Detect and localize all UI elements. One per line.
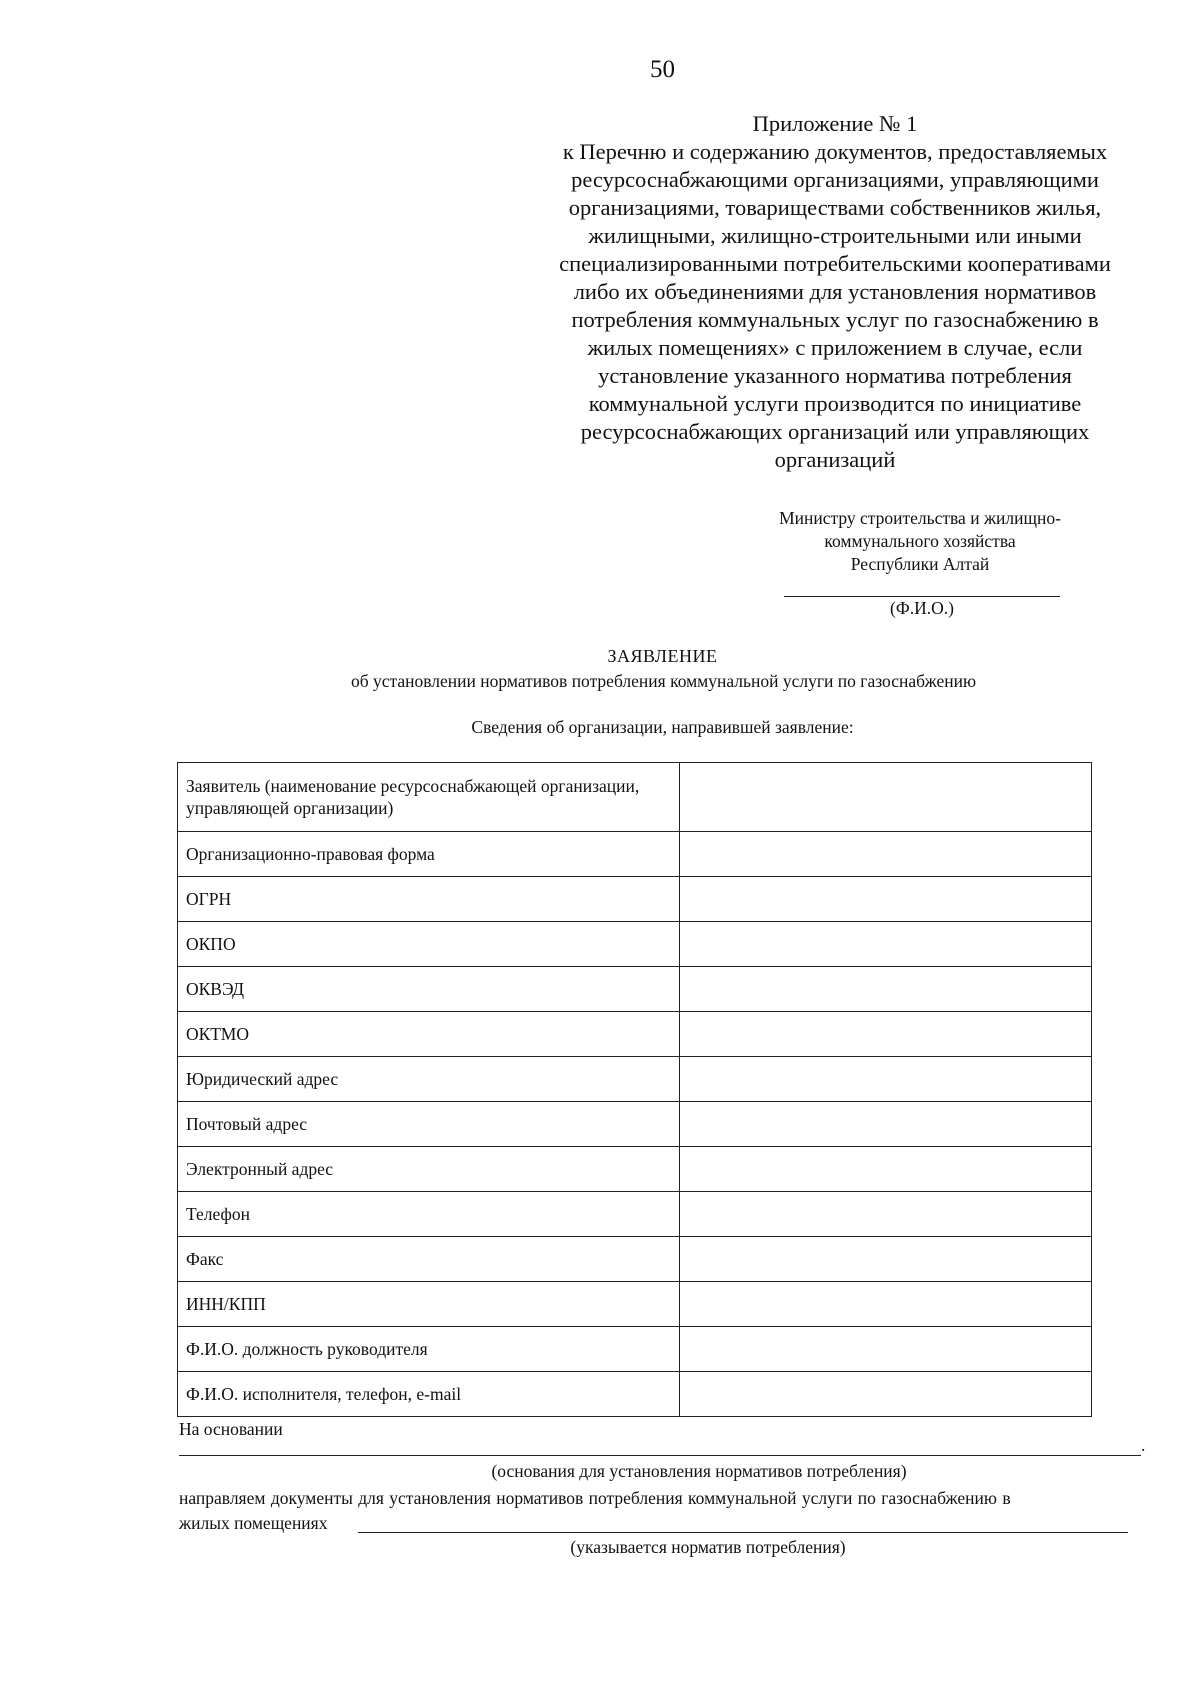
table-row-value-cell[interactable] [680,1192,1092,1237]
table-row [178,922,1092,967]
basis-label: На основании [179,1419,283,1439]
table-row-value-cell[interactable] [680,1372,1092,1417]
table-row-label: Ф.И.О. должность руководителя [178,1327,680,1372]
table-row-value-cell[interactable] [680,877,1092,922]
table-row-label: Организационно-правовая форма [178,832,680,877]
appendix-line: Приложение № 1 [752,111,918,136]
appendix-line: ресурсоснабжающих организаций или управляющих [580,419,1090,444]
table-row [178,1237,1092,1282]
basis-hint: (основания для установления нормативов потребления) [491,1461,907,1481]
table-row [178,1147,1092,1192]
page-number: 50 [650,56,675,83]
table-row-value-cell[interactable] [680,1057,1092,1102]
table-row [178,1102,1092,1147]
table-row [178,1327,1092,1372]
table-row-value-cell[interactable] [680,832,1092,877]
norm-hint: (указывается норматив потребления) [570,1537,846,1557]
table-row-value-cell[interactable] [680,1282,1092,1327]
table-row [178,763,1092,832]
appendix-line: жилищными, жилищно-строительными или иными [588,223,1082,248]
org-info-table [177,762,1092,1417]
table-row-label: Ф.И.О. исполнителя, телефон, e-mail [178,1372,680,1417]
table-row-label: Телефон [178,1192,680,1237]
table-row-value-cell[interactable] [680,1012,1092,1057]
applicant-value-cell[interactable] [680,763,1092,832]
table-row-value-cell[interactable] [680,922,1092,967]
addressee-line: Республики Алтай [850,554,990,574]
basis-fill-line[interactable] [179,1455,1141,1456]
table-row-label: ОКВЭД [178,967,680,1012]
table-row [178,832,1092,877]
table-row-label: Электронный адрес [178,1147,680,1192]
table-row-value-cell[interactable] [680,1327,1092,1372]
addressee-line: Министру строительства и жилищно- [779,508,1061,528]
norm-fill-line[interactable] [358,1532,1128,1533]
table-row-label: Факс [178,1237,680,1282]
table-row [178,967,1092,1012]
fio-signature-line [784,596,1060,597]
send-documents-text-continued: жилых помещениях [179,1513,328,1533]
appendix-line: либо их объединениями для установления нормативов [573,279,1097,304]
appendix-line: организациями, товариществами собственников жилья, [568,195,1102,220]
appendix-header [525,110,1145,474]
appendix-line: организаций [774,447,896,472]
table-row-value-cell[interactable] [680,1102,1092,1147]
table-row-value-cell[interactable] [680,1147,1092,1192]
appendix-line: потребления коммунальных услуг по газоснабжению в [571,307,1099,332]
table-row [178,1372,1092,1417]
appendix-line: коммунальной услуги производится по инициативе [588,391,1082,416]
table-row-label: ОГРН [178,877,680,922]
fio-label: (Ф.И.О.) [890,598,954,618]
table-row-label: ИНН/КПП [178,1282,680,1327]
appendix-line: к Перечню и содержанию документов, предоставляемых [562,139,1108,164]
table-row-label: ОКТМО [178,1012,680,1057]
table-row [178,1057,1092,1102]
table-row [178,1012,1092,1057]
statement-subtitle: об установлении нормативов потребления коммунальной услуги по газоснабжению [350,671,977,691]
basis-period: . [1141,1435,1146,1455]
table-row [178,1192,1092,1237]
send-documents-text: направляем документы для установления нормативов потребления коммунальной услуги по газоснабжению в [179,1488,1011,1508]
statement-title: ЗАЯВЛЕНИЕ [607,646,718,666]
table-row-label: Почтовый адрес [178,1102,680,1147]
table-row-label: ОКПО [178,922,680,967]
org-info-heading: Сведения об организации, направившей заявление: [471,717,854,737]
addressee-line: коммунального хозяйства [824,531,1016,551]
applicant-label: Заявитель (наименование ресурсоснабжающей организации, управляющей организации) [178,763,680,832]
table-row-value-cell[interactable] [680,967,1092,1012]
appendix-line: ресурсоснабжающими организациями, управляющими [571,167,1099,192]
appendix-line: установление указанного норматива потребления [598,363,1072,388]
appendix-line: жилых помещениях» с приложением в случае, если [587,335,1083,360]
appendix-line: специализированными потребительскими кооперативами [559,251,1111,276]
table-row [178,877,1092,922]
table-row [178,1282,1092,1327]
addressee-block [740,507,1100,576]
table-row-label: Юридический адрес [178,1057,680,1102]
table-row-value-cell[interactable] [680,1237,1092,1282]
